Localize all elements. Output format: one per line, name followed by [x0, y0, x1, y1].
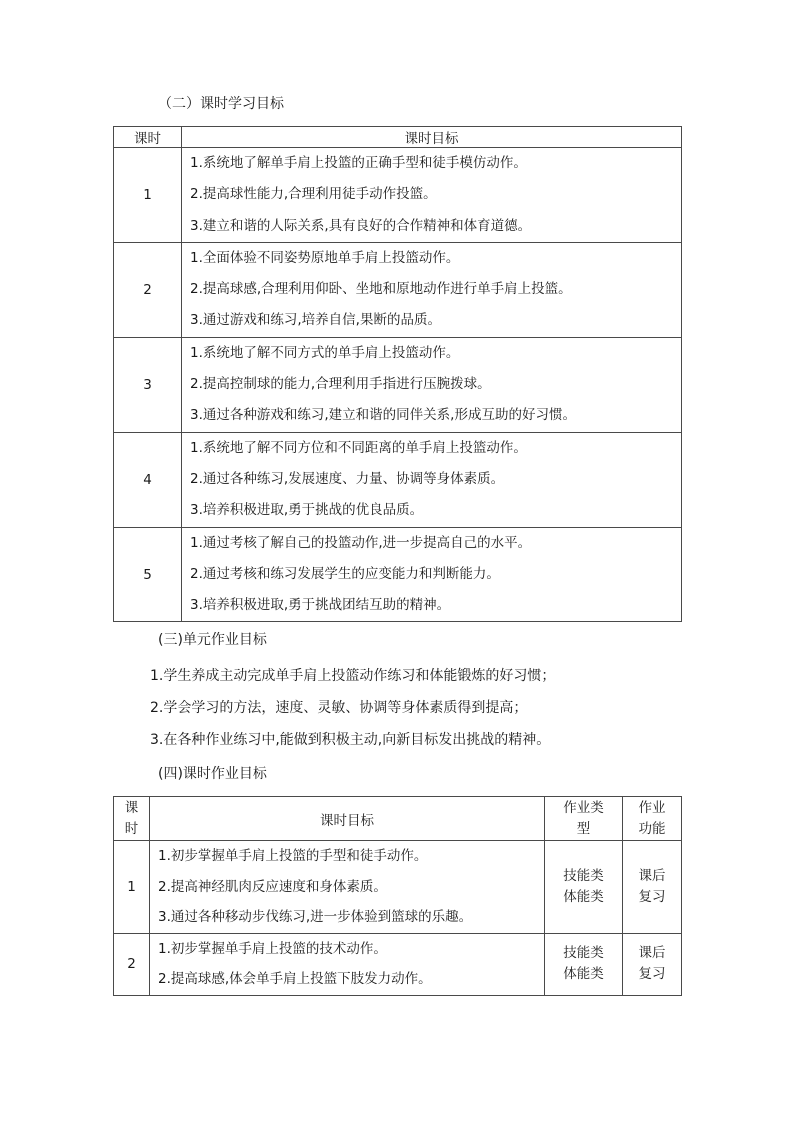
goal-line: 3.培养积极进取,勇于挑战的优良品质。 — [190, 502, 424, 519]
homework-function: 课后 复习 — [623, 933, 682, 995]
table-row — [114, 432, 682, 527]
goal-cell — [182, 527, 682, 622]
goal-line: 2.通过考核和练习发展学生的应变能力和判断能力。 — [190, 565, 500, 582]
homework-function: 课后 复习 — [623, 841, 682, 934]
goal-line: 1.系统地了解单手肩上投篮的正确手型和徒手模仿动作。 — [190, 155, 527, 171]
goal-line: 2.提高球性能力,合理利用徒手动作投篮。 — [190, 186, 437, 203]
goal-line: 3.建立和谐的人际关系,具有良好的合作精神和体育道德。 — [190, 217, 532, 234]
table-header-row — [114, 797, 682, 841]
table-row — [114, 148, 682, 243]
lesson-number: 3 — [114, 337, 182, 432]
unit-goal-item: 1.学生养成主动完成单手肩上投篮动作练习和体能锻炼的好习惯； — [150, 668, 556, 684]
goal-cell — [182, 337, 682, 432]
lesson-number: 5 — [114, 527, 182, 622]
header-lesson: 课时 — [114, 127, 182, 148]
header-function: 作业 功能 — [623, 797, 682, 841]
lesson-number: 2 — [114, 242, 182, 337]
goal-line: 1.通过考核了解自己的投篮动作,进一步提高自己的水平。 — [190, 534, 532, 551]
goal-line: 1.系统地了解不同方式的单手肩上投篮动作。 — [190, 344, 460, 361]
table-row — [114, 841, 682, 934]
section4-title: (四)课时作业目标 — [158, 766, 267, 782]
header-lesson: 课 时 — [114, 797, 150, 841]
goal-line: 2.提高神经肌肉反应速度和身体素质。 — [158, 878, 387, 895]
goal-line: 2.提高球感,体会单手肩上投篮下肢发力动作。 — [158, 971, 432, 987]
header-goal: 课时目标 — [150, 797, 545, 841]
goal-line: 1.系统地了解不同方位和不同距离的单手肩上投篮动作。 — [190, 439, 527, 456]
goal-line: 1.初步掌握单手肩上投篮的技术动作。 — [158, 940, 387, 957]
lesson-goals-table — [113, 126, 682, 622]
goal-line: 3.通过各种游戏和练习,建立和谐的同伴关系,形成互助的好习惯。 — [190, 407, 576, 424]
section2-title: （二）课时学习目标 — [158, 96, 284, 112]
goal-cell — [182, 148, 682, 243]
table-row — [114, 933, 682, 995]
goal-line: 2.提高控制球的能力,合理利用手指进行压腕拨球。 — [190, 376, 491, 393]
goal-cell — [182, 432, 682, 527]
lesson-number: 1 — [114, 841, 150, 934]
lesson-number: 4 — [114, 432, 182, 527]
goal-line: 1.初步掌握单手肩上投篮的手型和徒手动作。 — [158, 848, 428, 864]
header-type: 作业类 型 — [545, 797, 623, 841]
homework-type: 技能类 体能类 — [545, 933, 623, 995]
goal-line: 3.培养积极进取,勇于挑战团结互助的精神。 — [190, 597, 451, 614]
table-header-row — [114, 127, 682, 148]
table-row — [114, 242, 682, 337]
homework-type: 技能类 体能类 — [545, 841, 623, 934]
header-goal: 课时目标 — [182, 127, 682, 148]
unit-goal-item: 2.学会学习的方法，速度、灵敏、协调等身体素质得到提高； — [150, 700, 528, 716]
lesson-number: 2 — [114, 933, 150, 995]
goal-cell — [182, 242, 682, 337]
goal-cell — [150, 841, 545, 934]
goal-line: 2.提高球感,合理利用仰卧、坐地和原地动作进行单手肩上投篮。 — [190, 281, 572, 298]
homework-goals-table — [113, 796, 682, 996]
goal-line: 3.通过游戏和练习,培养自信,果断的品质。 — [190, 312, 441, 329]
goal-cell — [150, 933, 545, 995]
goal-line: 3.通过各种移动步伐练习,进一步体验到篮球的乐趣。 — [158, 909, 473, 925]
table-row — [114, 527, 682, 622]
unit-goal-item: 3.在各种作业练习中,能做到积极主动,向新目标发出挑战的精神。 — [150, 732, 551, 748]
lesson-number: 1 — [114, 148, 182, 243]
table-row — [114, 337, 682, 432]
goal-line: 2.通过各种练习,发展速度、力量、协调等身体素质。 — [190, 470, 505, 487]
goal-line: 1.全面体验不同姿势原地单手肩上投篮动作。 — [190, 249, 460, 266]
section3-title: (三)单元作业目标 — [158, 632, 267, 648]
